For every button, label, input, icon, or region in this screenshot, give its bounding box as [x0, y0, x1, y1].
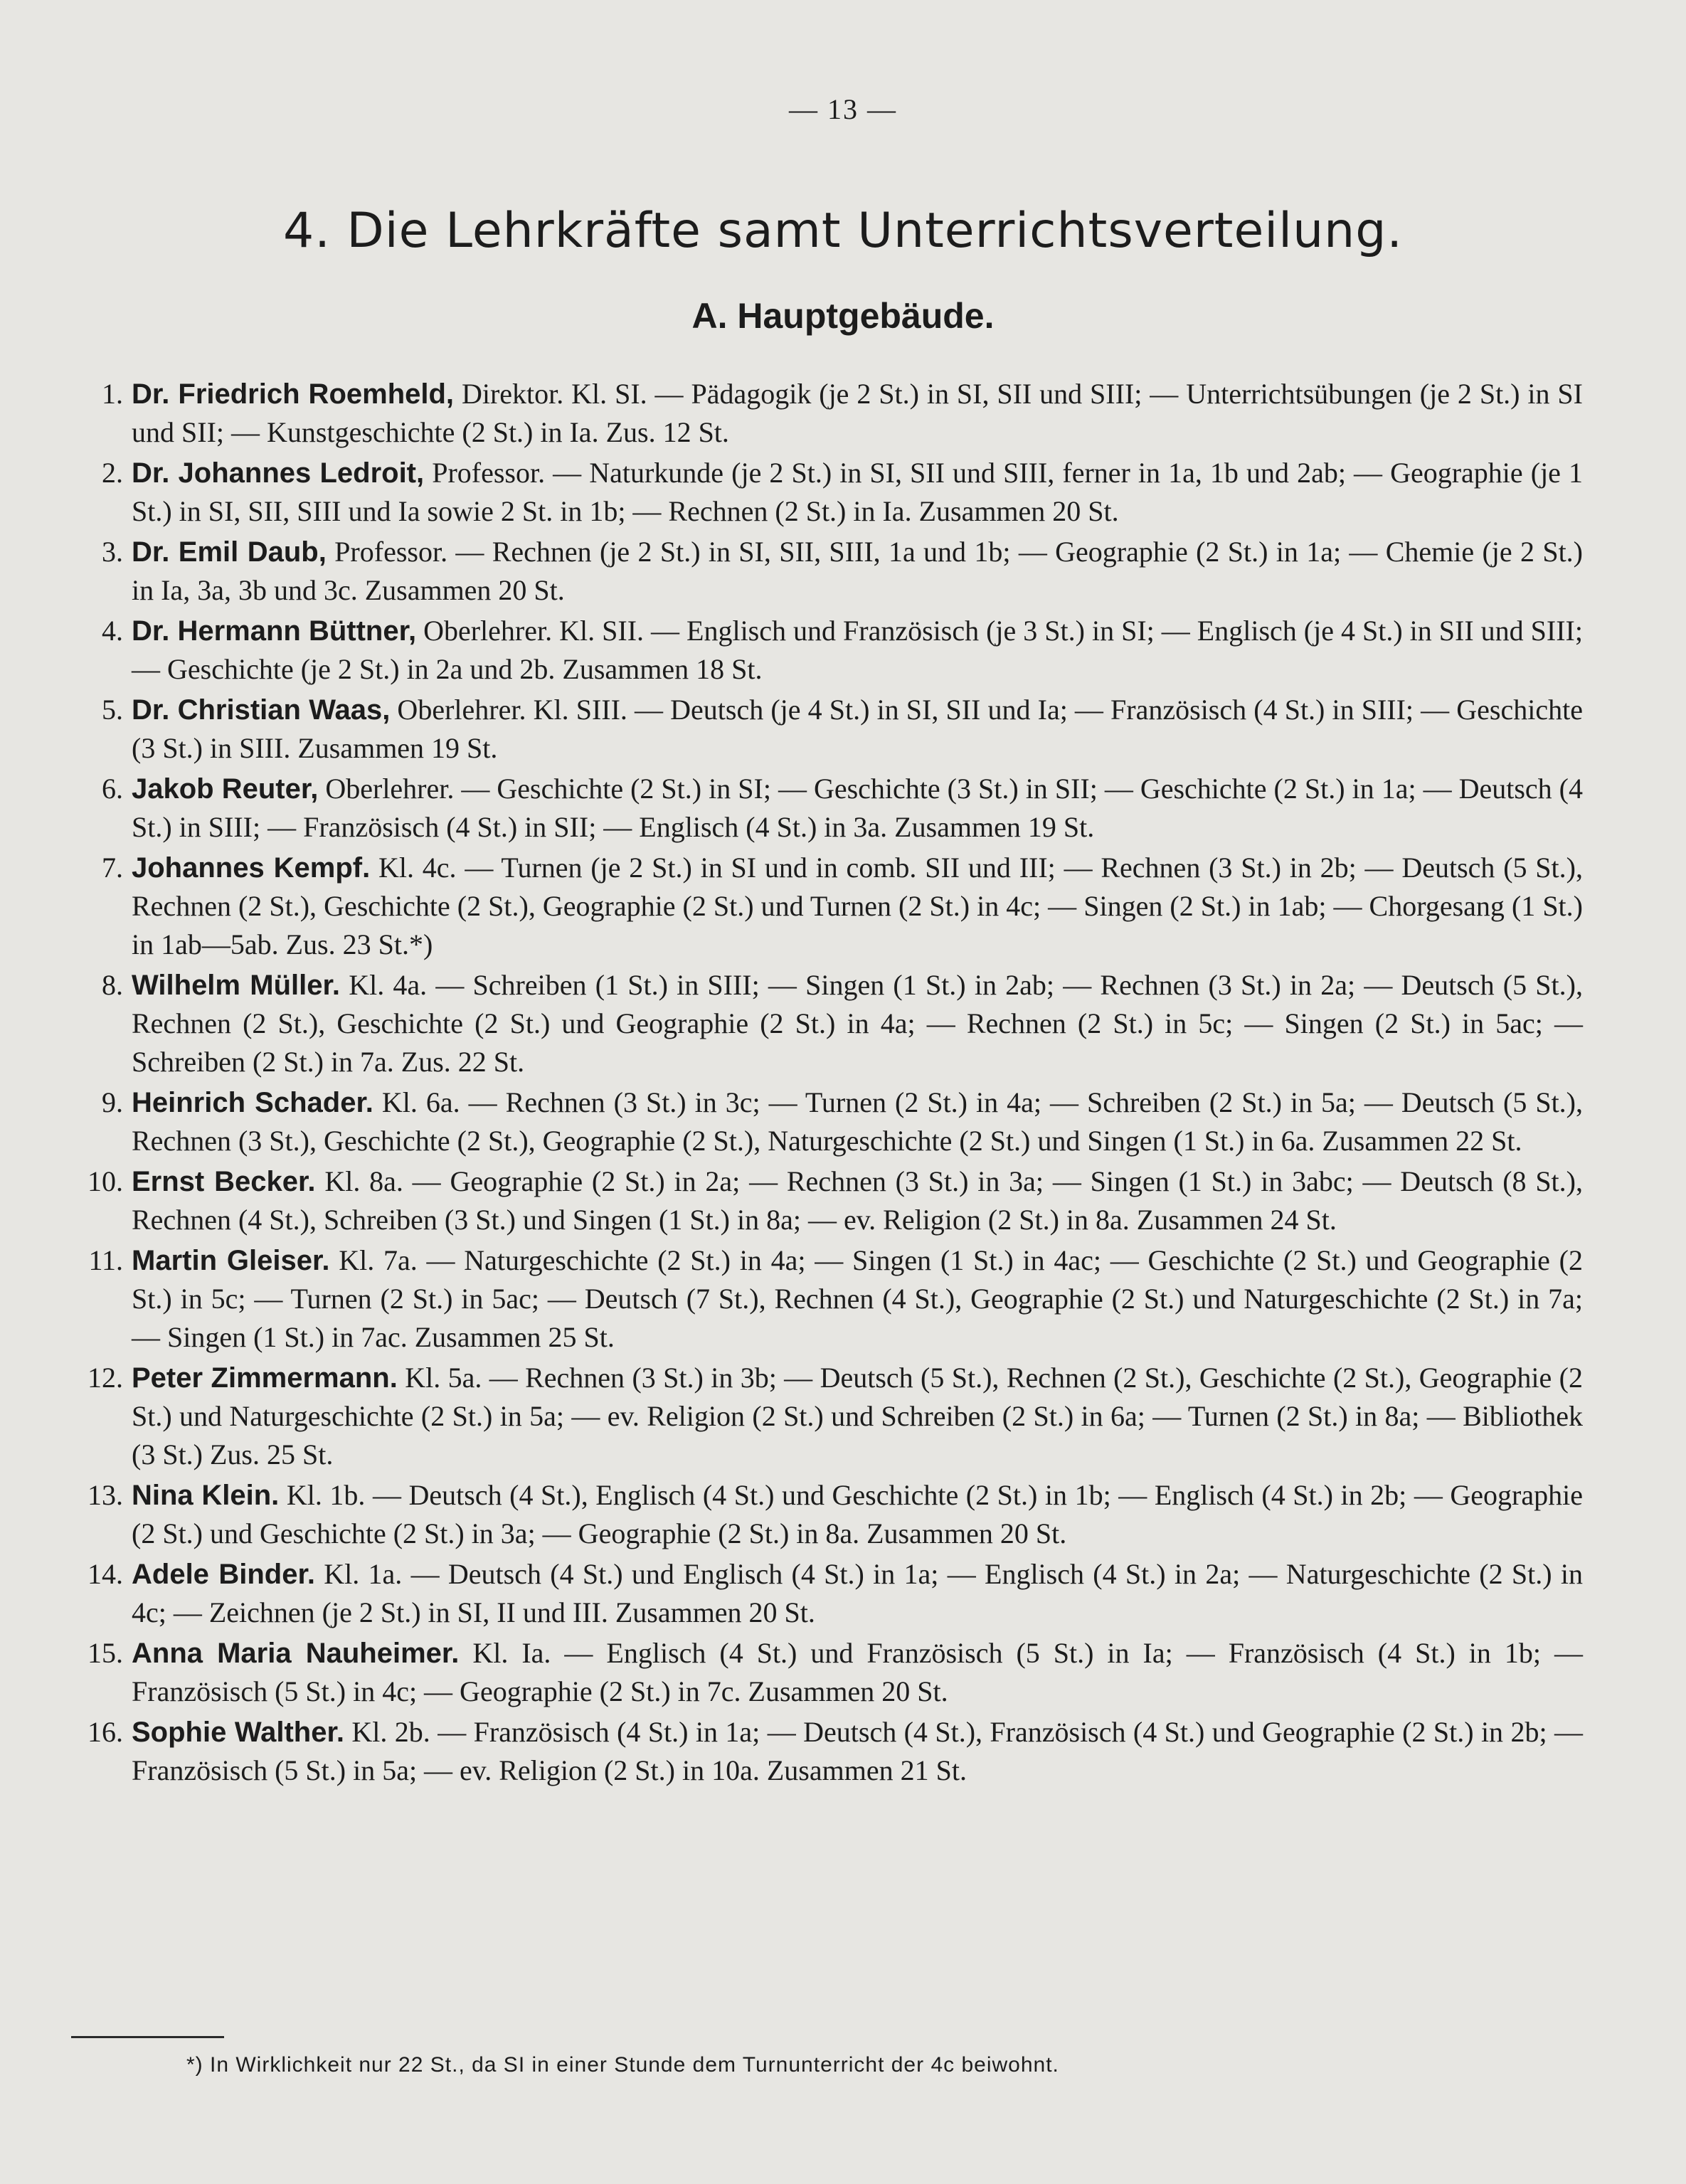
- list-item-body: [132, 691, 1583, 768]
- teacher-assignment: Oberlehrer. Kl. SII. — Englisch und Französisch (je 3 St.) in SI; — Englisch (je 4 St.) in SII und SIII; — Geschichte (je 2 St.) in 2a und 2b. Zusammen 18 St.: [132, 615, 1583, 685]
- teacher-assignment: Kl. 4c. — Turnen (je 2 St.) in SI und in comb. SII und III; — Rechnen (3 St.) in 2b; — Deutsch (5 St.), Rechnen (2 St.), Geschichte (2 St.), Geographie (2 St.) und Turnen (2 St.) in 4c; — Singen (2 St.) in 1ab; — Chorgesang (1 St.) in 1ab—5ab. Zus. 23 St.*): [132, 852, 1583, 960]
- teacher-name: Johannes Kempf.: [132, 852, 371, 884]
- teacher-name: Martin Gleiser.: [132, 1245, 330, 1276]
- teacher-assignment: Kl. 6a. — Rechnen (3 St.) in 3c; — Turnen (2 St.) in 4a; — Schreiben (2 St.) in 5a; — Deutsch (5 St.), Rechnen (3 St.), Geschichte (2 St.), Geographie (2 St.), Naturgeschichte (2 St.) und Singen (1 St.) in 6a. Zusammen 22 St.: [132, 1086, 1583, 1157]
- sub-heading: A. Hauptgebäude.: [691, 296, 995, 336]
- teacher-name: Heinrich Schader.: [132, 1087, 373, 1118]
- teacher-name: Dr. Hermann Büttner,: [132, 615, 417, 647]
- teacher-assignment: Kl. 7a. — Naturgeschichte (2 St.) in 4a; — Singen (1 St.) in 4ac; — Geschichte (2 St.) und Geographie (2 St.) in 5c; — Turnen (2 St.) in 5ac; — Deutsch (7 St.), Rechnen (4 St.), Geographie (2 St.) und Naturgeschichte (2 St.) in 7a; — Singen (1 St.) in 7ac. Zusammen 25 St.: [132, 1244, 1583, 1353]
- list-item-body: [132, 1083, 1583, 1160]
- teacher-assignment: Kl. 1b. — Deutsch (4 St.), Englisch (4 St.) und Geschichte (2 St.) in 1b; — Englisch (4 St.) in 2b; — Geographie (2 St.) und Geschichte (2 St.) in 3a; — Geographie (2 St.) in 8a. Zusammen 20 St.: [132, 1479, 1583, 1549]
- list-item: [68, 1713, 1583, 1790]
- list-item-body: [132, 1476, 1583, 1553]
- teacher-assignment: Kl. 1a. — Deutsch (4 St.) und Englisch (4 St.) in 1a; — Englisch (4 St.) in 2a; — Naturgeschichte (2 St.) in 4c; — Zeichnen (je 2 St.) in SI, II und III. Zusammen 20 St.: [132, 1558, 1583, 1628]
- teacher-assignment: Professor. — Naturkunde (je 2 St.) in SI, SII und SIII, ferner in 1a, 1b und 2ab; — Geographie (je 1 St.) in SI, SII, SIII und Ia sowie 2 St. in 1b; — Rechnen (2 St.) in Ia. Zusammen 20 St.: [132, 457, 1584, 527]
- teacher-name: Ernst Becker.: [132, 1166, 316, 1197]
- list-item-number: 15.: [88, 1637, 123, 1669]
- list-item-number: 1.: [102, 378, 123, 410]
- list-item-body: [132, 770, 1583, 847]
- list-item-number: 4.: [102, 615, 123, 647]
- list-item-body: [132, 375, 1583, 452]
- list-item-number: 13.: [88, 1479, 123, 1511]
- footnote-divider: [71, 2036, 224, 2038]
- list-item-number: 10.: [88, 1165, 123, 1197]
- list-item-number: 2.: [102, 457, 123, 489]
- list-item-number: 8.: [102, 969, 123, 1001]
- list-item-body: [132, 1359, 1583, 1474]
- section-heading: 4. Die Lehrkräfte samt Unterrichtsverteilung.: [282, 203, 1404, 259]
- list-item-body: [132, 612, 1583, 689]
- teacher-name: Anna Maria Nauheimer.: [132, 1638, 460, 1669]
- teacher-assignment: Kl. 4a. — Schreiben (1 St.) in SIII; — Singen (1 St.) in 2ab; — Rechnen (3 St.) in 2a; — Deutsch (5 St.), Rechnen (2 St.), Geschichte (2 St.) und Geographie (2 St.) in 4a; — Rechnen (2 St.) in 5c; — Singen (2 St.) in 5ac; — Schreiben (2 St.) in 7a. Zus. 22 St.: [132, 969, 1583, 1078]
- list-item-number: 6.: [102, 773, 123, 805]
- list-item-body: [132, 533, 1583, 610]
- teacher-assignment: Oberlehrer. — Geschichte (2 St.) in SI; — Geschichte (3 St.) in SII; — Geschichte (2 St.) in 1a; — Deutsch (4 St.) in SIII; — Französisch (4 St.) in SII; — Englisch (4 St.) in 3a. Zusammen 19 St.: [132, 773, 1583, 843]
- teacher-name: Adele Binder.: [132, 1559, 315, 1590]
- list-item-number: 3.: [102, 536, 123, 568]
- list-item: [68, 691, 1583, 768]
- list-item-number: 12.: [88, 1362, 123, 1394]
- list-item-number: 5.: [102, 694, 123, 726]
- teacher-name: Sophie Walther.: [132, 1717, 344, 1748]
- page-number: — 13 —: [789, 93, 897, 125]
- teacher-assignment: Kl. 8a. — Geographie (2 St.) in 2a; — Rechnen (3 St.) in 3a; — Singen (1 St.) in 3abc; — Deutsch (8 St.), Rechnen (4 St.), Schreiben (3 St.) und Singen (1 St.) in 8a; — ev. Religion (2 St.) in 8a. Zusammen 24 St.: [132, 1165, 1583, 1236]
- list-item-number: 14.: [88, 1558, 123, 1590]
- list-item: [68, 966, 1583, 1081]
- teacher-name: Dr. Friedrich Roemheld,: [132, 378, 455, 410]
- teacher-name: Peter Zimmermann.: [132, 1362, 398, 1394]
- list-item: [68, 770, 1583, 847]
- list-item: [68, 849, 1583, 964]
- list-item: [68, 1241, 1583, 1357]
- teacher-assignment: Professor. — Rechnen (je 2 St.) in SI, SII, SIII, 1a und 1b; — Geographie (2 St.) in 1a; — Chemie (je 2 St.) in Ia, 3a, 3b und 3c. Zusammen 20 St.: [132, 536, 1583, 606]
- teacher-list: [68, 375, 1583, 1792]
- list-item: [68, 1162, 1583, 1239]
- teacher-name: Dr. Christian Waas,: [132, 694, 391, 726]
- list-item-body: [132, 1634, 1583, 1711]
- list-item-body: [132, 454, 1583, 531]
- list-item: [68, 612, 1583, 689]
- list-item-number: 7.: [102, 852, 123, 884]
- list-item: [68, 1083, 1583, 1160]
- teacher-assignment: Kl. 5a. — Rechnen (3 St.) in 3b; — Deutsch (5 St.), Rechnen (2 St.), Geschichte (2 St.), Geographie (2 St.) und Naturgeschichte (2 St.) in 5a; — ev. Religion (2 St.) und Schreiben (2 St.) in 6a; — Turnen (2 St.) in 8a; — Bibliothek (3 St.) Zus. 25 St.: [132, 1362, 1583, 1470]
- list-item-body: [132, 1555, 1583, 1632]
- list-item: [68, 533, 1583, 610]
- teacher-name: Dr. Emil Daub,: [132, 536, 327, 568]
- list-item: [68, 1476, 1583, 1553]
- list-item-number: 9.: [102, 1086, 123, 1118]
- footnote: *) In Wirklichkeit nur 22 St., da SI in einer Stunde dem Turnunterricht der 4c beiwohnt.: [186, 2053, 1059, 2077]
- teacher-name: Dr. Johannes Ledroit,: [132, 457, 425, 489]
- list-item: [68, 1634, 1583, 1711]
- teacher-assignment: Kl. 2b. — Französisch (4 St.) in 1a; — Deutsch (4 St.), Französisch (4 St.) und Geographie (2 St.) in 2b; — Französisch (5 St.) in 5a; — ev. Religion (2 St.) in 10a. Zusammen 21 St.: [132, 1716, 1583, 1786]
- teacher-assignment: Kl. Ia. — Englisch (4 St.) und Französisch (5 St.) in Ia; — Französisch (4 St.) in 1b; — Französisch (5 St.) in 4c; — Geographie (2 St.) in 7c. Zusammen 20 St.: [132, 1637, 1583, 1707]
- list-item-number: 16.: [88, 1716, 123, 1748]
- teacher-assignment: Direktor. Kl. SI. — Pädagogik (je 2 St.) in SI, SII und SIII; — Unterrichtsübungen (je 2 St.) in SI und SII; — Kunstgeschichte (2 St.) in Ia. Zus. 12 St.: [132, 378, 1584, 448]
- list-item: [68, 1555, 1583, 1632]
- list-item-body: [132, 1162, 1583, 1239]
- teacher-name: Wilhelm Müller.: [132, 970, 340, 1001]
- teacher-name: Jakob Reuter,: [132, 773, 319, 805]
- list-item-number: 11.: [88, 1244, 123, 1276]
- list-item: [68, 375, 1583, 452]
- list-item-body: [132, 849, 1583, 964]
- teacher-name: Nina Klein.: [132, 1480, 280, 1511]
- list-item: [68, 1359, 1583, 1474]
- list-item: [68, 454, 1583, 531]
- list-item-body: [132, 1713, 1583, 1790]
- list-item-body: [132, 1241, 1583, 1357]
- teacher-assignment: Oberlehrer. Kl. SIII. — Deutsch (je 4 St.) in SI, SII und Ia; — Französisch (4 St.) in SIII; — Geschichte (3 St.) in SIII. Zusammen 19 St.: [132, 694, 1583, 764]
- list-item-body: [132, 966, 1583, 1081]
